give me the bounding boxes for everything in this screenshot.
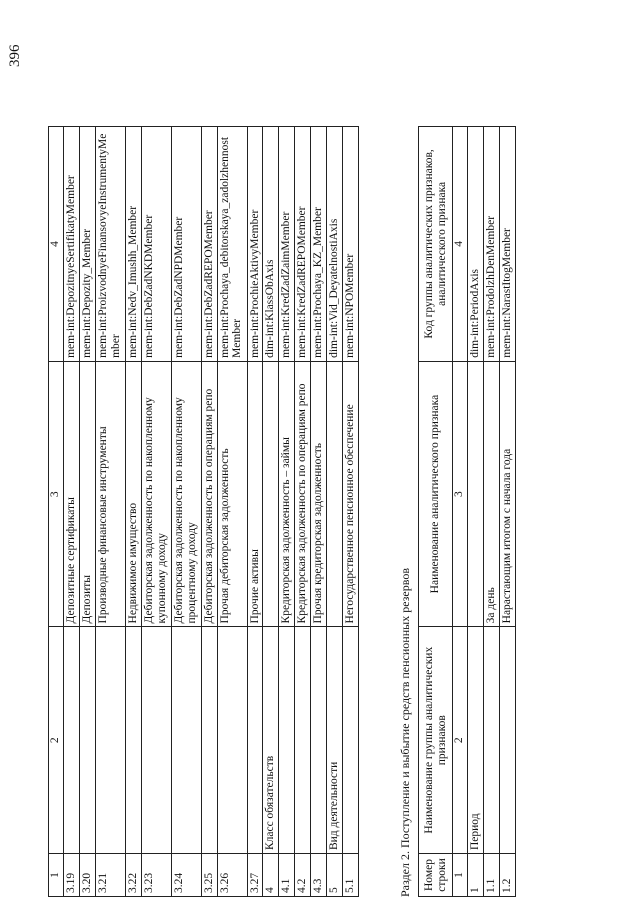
group-name [171, 627, 201, 854]
table-header-row [49, 127, 64, 897]
header-cell: Код группы аналитических признаков, аналитического признака [419, 127, 453, 362]
attribute-code: dim-int:KlassObAxis [263, 127, 279, 362]
header-cell: 2 [49, 627, 64, 854]
table-header-number-row [453, 127, 468, 897]
header-cell: 1 [49, 854, 64, 897]
attribute-name: Прочая кредиторская задолженность [311, 361, 327, 627]
header-number-cell: 1 [453, 854, 468, 897]
table-row [311, 127, 327, 897]
table-row [95, 127, 125, 897]
attribute-code: mem-int:KredZadREPOMember [295, 127, 311, 362]
attribute-code: mem-int:Nedv_Imushh_Member [125, 127, 141, 362]
group-name: Вид деятельности [326, 627, 342, 854]
section2-table [418, 126, 516, 897]
row-number: 3.19 [64, 854, 80, 897]
table-row [499, 127, 515, 897]
attribute-code: mem-int:NarastItogMember [499, 127, 515, 362]
group-name [295, 627, 311, 854]
attribute-code: mem-int:ProchieAktivyMember [247, 127, 263, 362]
attribute-code: mem-int:DepozitnyeSertifikatyMember [64, 127, 80, 362]
header-cell: Наименование аналитического признака [419, 361, 453, 627]
attribute-code: mem-int:DebZadNKDMember [141, 127, 171, 362]
group-name: Период [468, 627, 484, 854]
group-name [483, 627, 499, 854]
group-name [217, 627, 247, 854]
table-row [171, 127, 201, 897]
attribute-name: За день [483, 361, 499, 627]
attribute-code: mem-int:Prochaya_KZ_Member [311, 127, 327, 362]
row-number: 3.20 [79, 854, 95, 897]
attribute-code: mem-int:Prochaya_debitorskaya_zadolzhennost Member [217, 127, 247, 362]
row-number: 3.26 [217, 854, 247, 897]
attribute-code: mem-int:DebZadNPDMember [171, 127, 201, 362]
attribute-code: mem-int:ProizvodnyeFinansovyeInstrumentyMember [95, 127, 125, 362]
row-number: 5.1 [342, 854, 358, 897]
attribute-name: Депозитные сертификаты [64, 361, 80, 627]
header-cell: 4 [49, 127, 64, 362]
row-number: 3.25 [201, 854, 217, 897]
group-name: Класс обязательств [263, 627, 279, 854]
row-number: 1.1 [483, 854, 499, 897]
header-number-cell: 4 [453, 127, 468, 362]
table-row [247, 127, 263, 897]
section-title: Раздел 2. Поступление и выбытие средств пенсионных резервов [398, 568, 412, 897]
table-row [263, 127, 279, 897]
page-number: 396 [7, 44, 23, 67]
attribute-name [326, 361, 342, 627]
header-cell: Номер строки [419, 854, 453, 897]
row-number: 4.2 [295, 854, 311, 897]
table-row [468, 127, 484, 897]
group-name [201, 627, 217, 854]
group-name [342, 627, 358, 854]
table-row [342, 127, 358, 897]
row-number: 3.27 [247, 854, 263, 897]
header-cell: Наименование группы аналитических признаков [419, 627, 453, 854]
attribute-code: mem-int:Depozity_Member [79, 127, 95, 362]
attribute-code: dim-int:PeriodAxis [468, 127, 484, 362]
group-name [279, 627, 295, 854]
attribute-name: Недвижимое имущество [125, 361, 141, 627]
attribute-name: Производные финансовые инструменты [95, 361, 125, 627]
row-number: 3.23 [141, 854, 171, 897]
group-name [64, 627, 80, 854]
row-number: 3.24 [171, 854, 201, 897]
table-row [201, 127, 217, 897]
header-cell: 3 [49, 361, 64, 627]
attribute-code: mem-int:KredZadZaimMember [279, 127, 295, 362]
header-number-cell: 3 [453, 361, 468, 627]
attribute-name: Дебиторская задолженность по накопленному процентному доходу [171, 361, 201, 627]
attribute-name: Кредиторская задолженность по операциям репо [295, 361, 311, 627]
table-row [295, 127, 311, 897]
group-name [499, 627, 515, 854]
attribute-code: mem-int:NPOMember [342, 127, 358, 362]
attribute-name: Прочая дебиторская задолженность [217, 361, 247, 627]
group-name [247, 627, 263, 854]
group-name [141, 627, 171, 854]
row-number: 5 [326, 854, 342, 897]
attribute-name: Кредиторская задолженность – займы [279, 361, 295, 627]
group-name [79, 627, 95, 854]
table-row [326, 127, 342, 897]
row-number: 3.22 [125, 854, 141, 897]
table-row [279, 127, 295, 897]
attribute-name [263, 361, 279, 627]
group-name [95, 627, 125, 854]
row-number: 1.2 [499, 854, 515, 897]
row-number: 4 [263, 854, 279, 897]
table-row [141, 127, 171, 897]
group-name [125, 627, 141, 854]
analytic-attributes-table [48, 126, 359, 897]
header-number-cell: 2 [453, 627, 468, 854]
attribute-name: Дебиторская задолженность по накопленному купонному доходу [141, 361, 171, 627]
row-number: 1 [468, 854, 484, 897]
group-name [311, 627, 327, 854]
attribute-name: Нарастающим итогом с начала года [499, 361, 515, 627]
attribute-name: Дебиторская задолженность по операциям репо [201, 361, 217, 627]
row-number: 4.1 [279, 854, 295, 897]
table-row [217, 127, 247, 897]
table-header-row [419, 127, 453, 897]
attribute-name: Прочие активы [247, 361, 263, 627]
row-number: 3.21 [95, 854, 125, 897]
table-row [125, 127, 141, 897]
table-row [79, 127, 95, 897]
attribute-name: Негосударственное пенсионное обеспечение [342, 361, 358, 627]
attribute-code: dim-int:Vid_DeyatelnostiAxis [326, 127, 342, 362]
attribute-name: Депозиты [79, 361, 95, 627]
attribute-code: mem-int:ProdolzhDenMember [483, 127, 499, 362]
table-row [483, 127, 499, 897]
attribute-name [468, 361, 484, 627]
attribute-code: mem-int:DebZadREPOMember [201, 127, 217, 362]
row-number: 4.3 [311, 854, 327, 897]
table-row [64, 127, 80, 897]
